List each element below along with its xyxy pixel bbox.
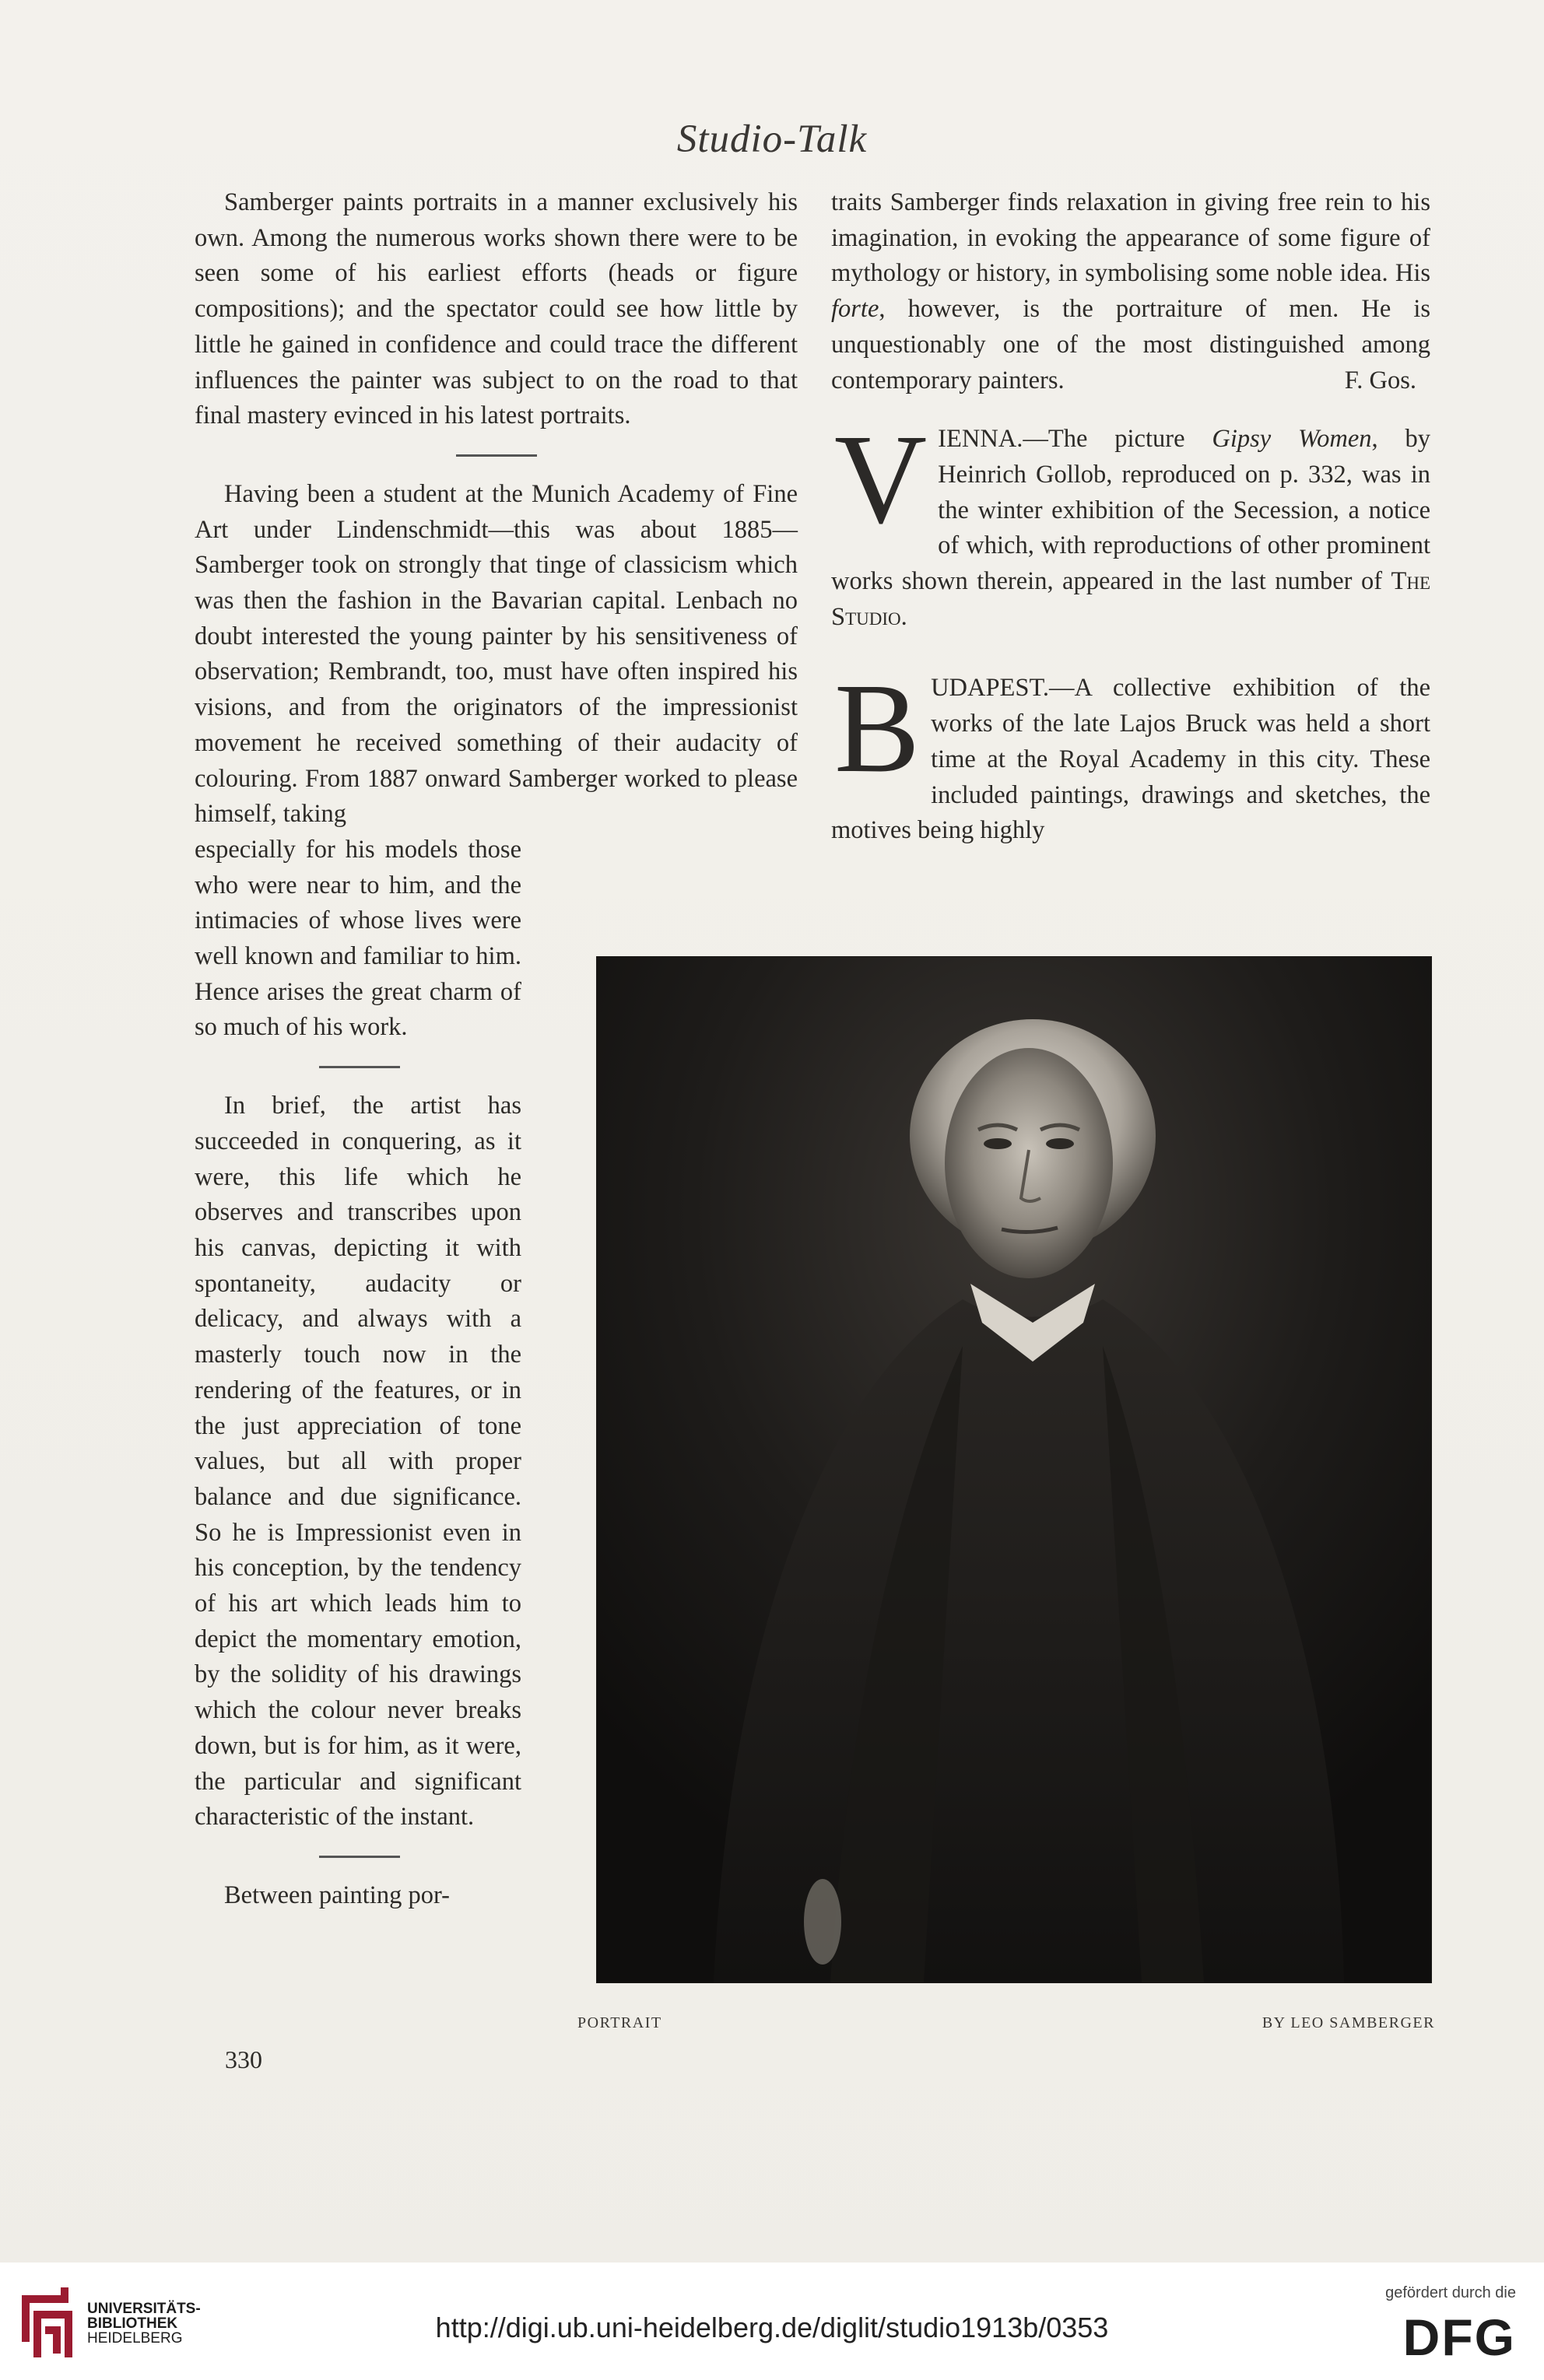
page-number: 330	[225, 2045, 262, 2073]
budapest-paragraph	[831, 657, 1430, 849]
library-name-line-2: BIBLIOTHEK	[87, 2315, 178, 2332]
funded-by-label: gefördert durch die	[1385, 2284, 1516, 2301]
portrait-plate	[597, 957, 1431, 1982]
left-paragraph-3: In brief, the artist has succeeded in conquering, as it were, this life which he observes and transcribes upon his canvas, depicting it with spontaneity, audacity or delicacy, and always with a masterly touch now in the rendering of the features, or in the just appreciation of tone values, but all with proper balance and due significance. So he is Impressionist even in his conception, by the tendency of his art which leads him to depict the momentary emotion, by the solidity of his drawings which the colour never breaks down, but is for him, as it were, the particular and significant characteristic of the instant.	[195, 1092, 521, 1831]
dfg-logo: DFG	[1402, 2308, 1516, 2366]
portrait-illustration	[597, 957, 1431, 1982]
library-name-line-1: UNIVERSITÄTS-	[87, 2301, 201, 2317]
emphasis-forte: forte	[831, 295, 879, 324]
vienna-text-1: IENNA.—The picture	[938, 425, 1212, 454]
author-signature: F. Gos.	[1344, 366, 1416, 394]
permalink-url[interactable]: http://digi.ub.uni-heidelberg.de/diglit/studio1913b/0353	[435, 2312, 1109, 2343]
section-rule	[319, 1066, 400, 1068]
section-rule	[319, 1856, 400, 1858]
vienna-text-2: , by Heinrich Gollob, reproduced on p. 332, was in the winter exhibition of the Secession, a notice of which, with reproductions of other prominent works shown therein, appeared in the last number of	[831, 425, 1431, 596]
plate-caption-artist: BY LEO SAMBERGER	[1262, 2014, 1435, 2031]
dropcap-v: V	[834, 408, 928, 551]
left-paragraph-1: Samberger paints portraits in a manner exclusively his own. Among the numerous works shown there were to be seen some of his earliest efforts (heads or figure compositions); and the spectator could see how little by little he gained in confidence and could trace the different influences the painter was subject to on the road to that final mastery evinced in his latest portraits.	[195, 188, 798, 430]
vienna-end: .	[900, 602, 907, 631]
left-narrow-block	[195, 832, 521, 1914]
digitization-footer	[0, 2263, 1544, 2380]
library-name-line-3: HEIDELBERG	[87, 2330, 183, 2347]
dropcap-b: B	[834, 657, 921, 800]
right-paragraph-1	[831, 185, 1430, 398]
left-paragraph-4: Between painting por-	[224, 1881, 450, 1909]
left-paragraph-2: Having been a student at the Munich Academy of Fine Art under Lindenschmidt—this was about 1885—Samberger took on strongly that tinge of classicism which was then the fashion in the Bavarian capital. Lenbach no doubt interested the young painter by his sensitiveness of observation; Rembrandt, too, must have often inspired his visions, and from the originators of the impressionist movement he received something of their audacity of colouring. From 1887 onward Samberger worked to please himself, taking	[195, 479, 798, 829]
vienna-paragraph	[831, 408, 1431, 635]
the-studio-smallcaps: The Studio	[831, 567, 1430, 631]
plate-caption-title: PORTRAIT	[577, 2014, 662, 2031]
right-paragraph-1-tail: , however, is the portraiture of men. He is unquestionably one of the most distinguished among contemporary painters.	[831, 295, 1430, 394]
budapest-text: UDAPEST.—A collective exhibition of the works of the late Lajos Bruck was held a short time at the Royal Academy in this city. These included paintings, drawings and sketches, the motives being highly	[831, 674, 1430, 845]
right-column	[831, 185, 1430, 849]
section-rule	[456, 454, 537, 457]
emphasis-gipsy-women: Gipsy Women	[1212, 425, 1372, 454]
right-paragraph-1-text: traits Samberger finds relaxation in giving free rein to his imagination, in evoking the appearance of some figure of mythology or history, in symbolising some noble idea. His	[831, 188, 1430, 288]
left-paragraph-2-continued: especially for his models those who were near to him, and the intimacies of whose lives were well known and familiar to him. Hence arises the great charm of so much of his work.	[195, 835, 521, 1042]
running-head: Studio-Talk	[676, 117, 868, 161]
